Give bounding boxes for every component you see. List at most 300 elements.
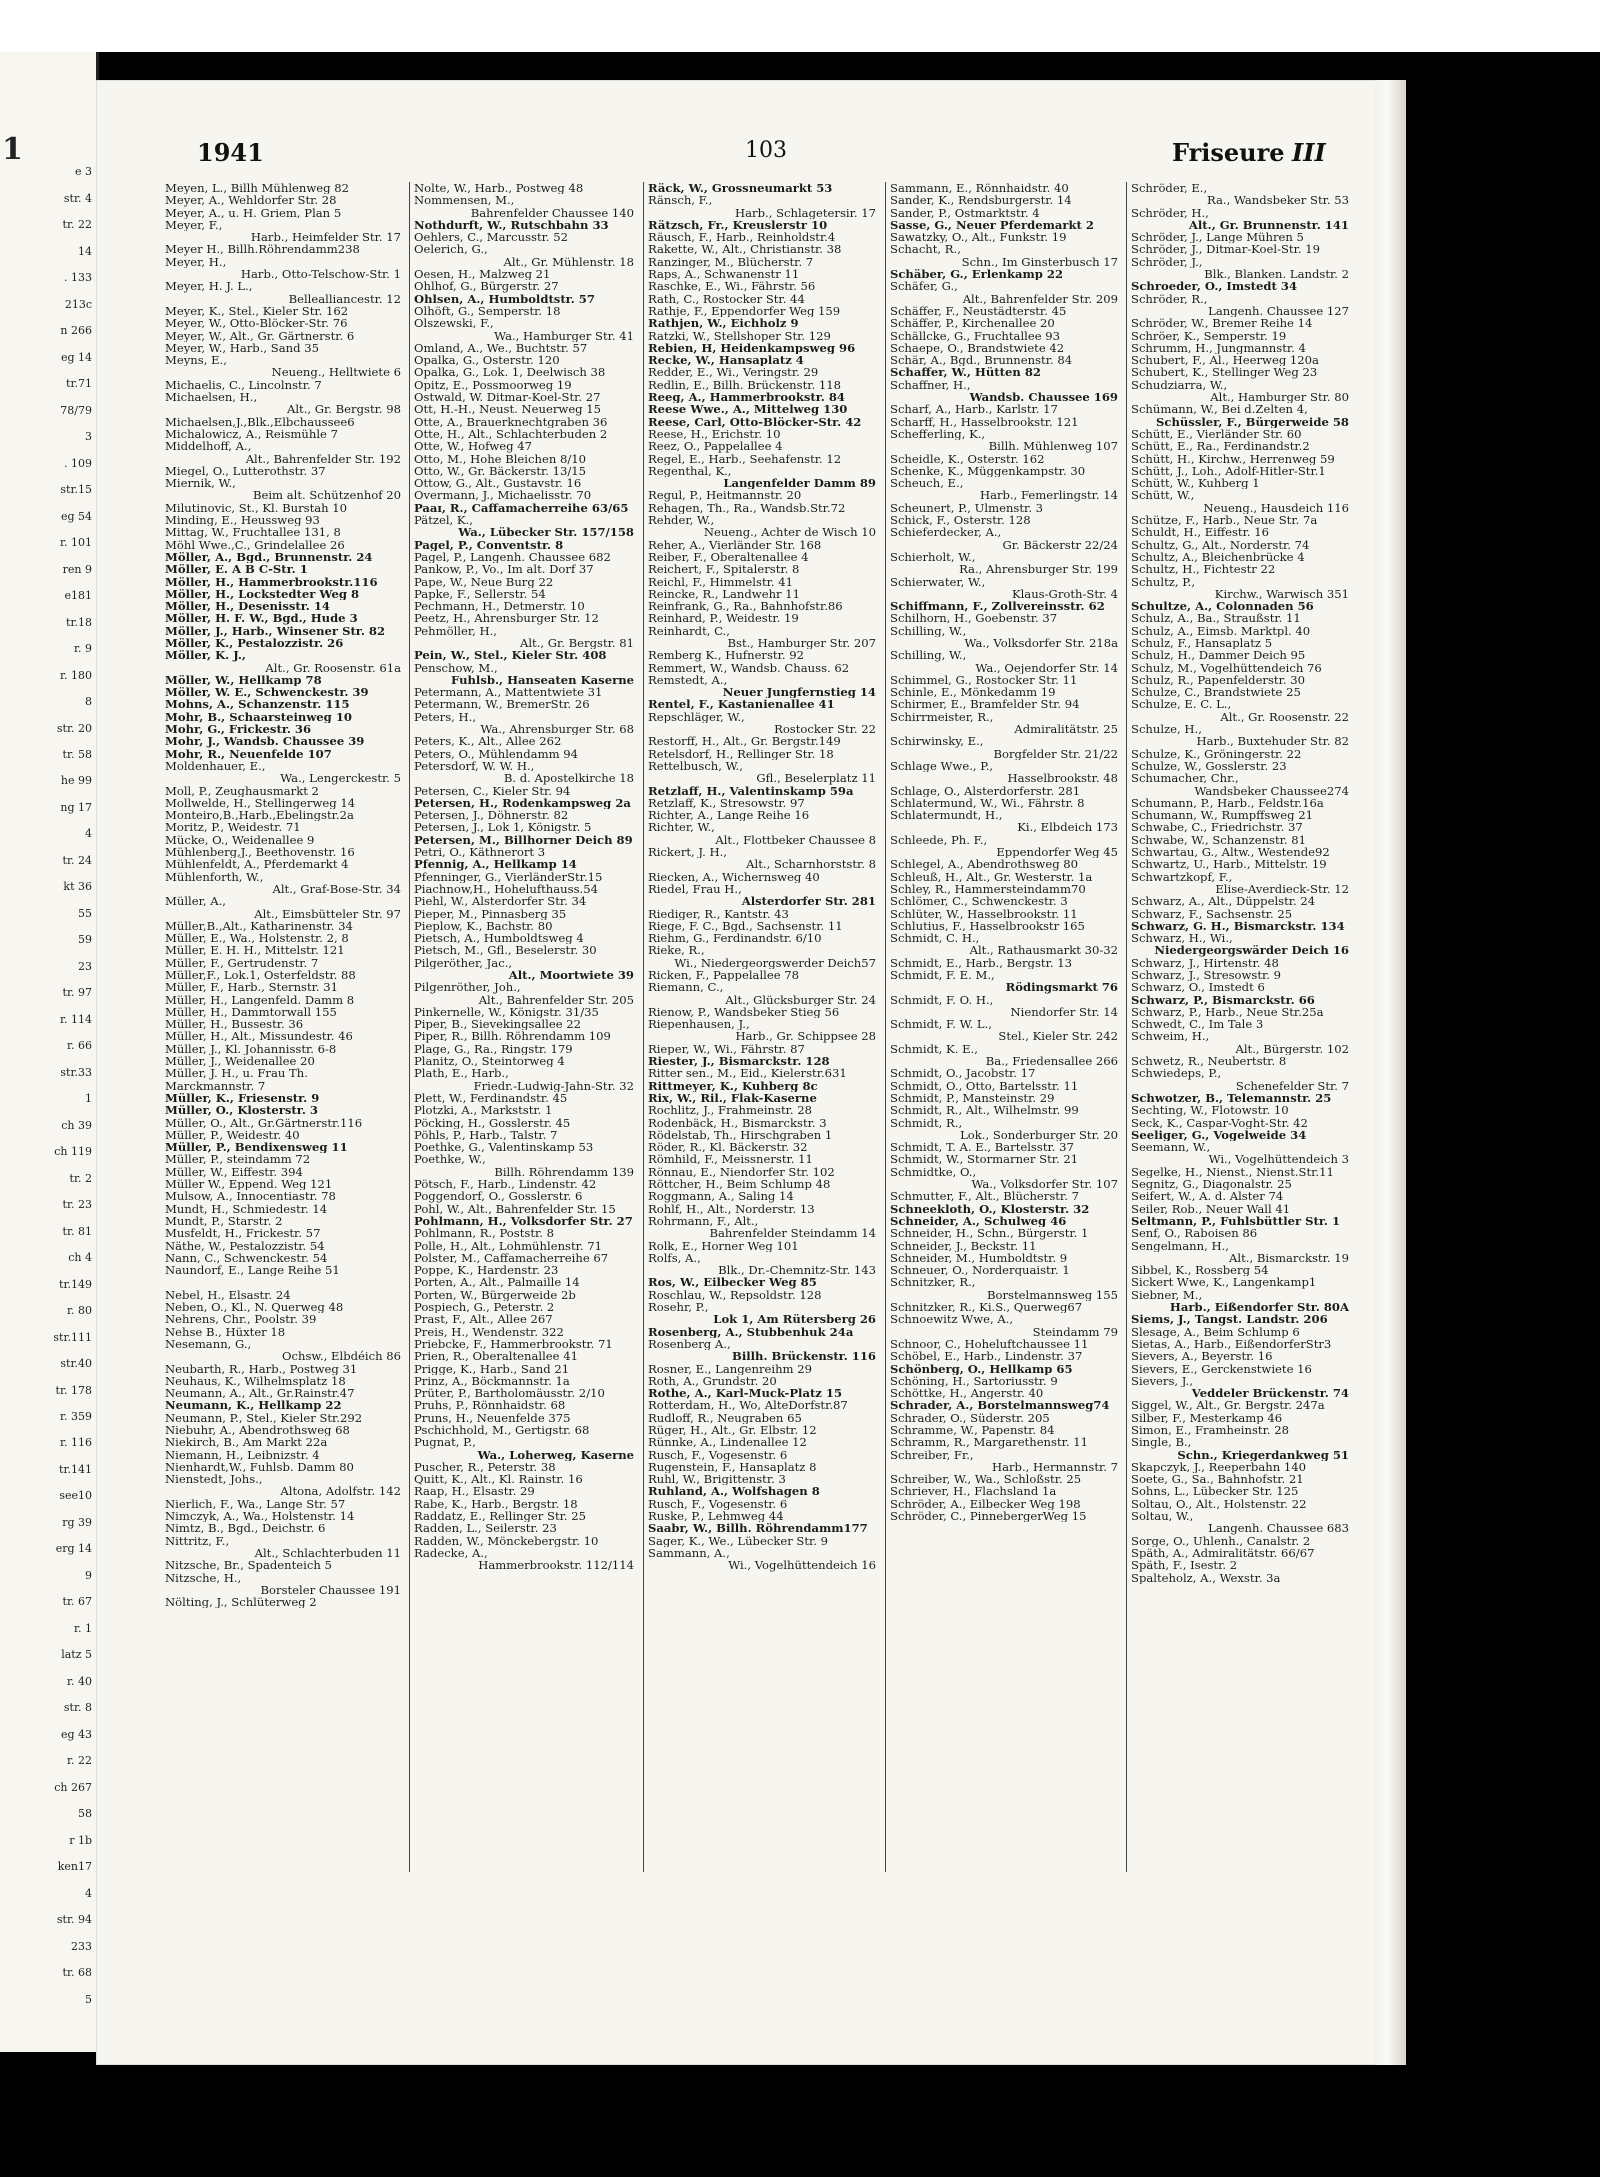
directory-entry: Michaelsen,J.,Blk.,Elbchaussee6 <box>165 415 355 428</box>
directory-entry: Blk., Dr.-Chemnitz-Str. 143 <box>718 1264 876 1277</box>
directory-entry: Michaelsen, H., <box>165 391 258 404</box>
directory-entry: Alt., Bismarckstr. 19 <box>1229 1251 1349 1265</box>
directory-entry: Neuhaus, K., Wilhelmsplatz 18 <box>165 1374 346 1388</box>
directory-column-2 <box>414 182 638 1872</box>
directory-entry: Rödingsmarkt 76 <box>1005 981 1118 994</box>
directory-entry: Nommensen, M., <box>414 194 515 207</box>
directory-entry: Petermann, W., BremerStr. 26 <box>414 698 590 711</box>
directory-entry: Otte, H., Alt., Schlachterbuden 2 <box>414 427 608 441</box>
directory-entry: Nann, C., Schwenckestr. 54 <box>165 1251 328 1265</box>
directory-entry: Rieper, W., Wi., Fährstr. 87 <box>648 1042 805 1056</box>
directory-entry: Rothe, A., Karl-Muck-Platz 15 <box>648 1387 843 1400</box>
directory-entry: Neumann, A., Alt., Gr.Rainstr.47 <box>165 1387 355 1400</box>
directory-entry: Müller, K., Friesenstr. 9 <box>165 1091 320 1105</box>
directory-entry: Rath, C., Rostocker Str. 44 <box>648 292 805 305</box>
directory-entry: Meyer, W., Alt., Gr. Gärtnerstr. 6 <box>165 329 355 342</box>
directory-entry: Pagel, P., Langenh. Chaussee 682 <box>414 550 611 564</box>
directory-entry: Spalteholz, A., Wexstr. 3a <box>1131 1571 1281 1584</box>
directory-entry: Möller, A., Bgd., Brunnenstr. 24 <box>165 550 373 564</box>
directory-entry: Rodenbäck, H., Bismarckstr. 3 <box>648 1116 827 1129</box>
directory-entry: Müller,F., Lok.1, Osterfeldstr. 88 <box>165 969 356 982</box>
directory-entry: Sietas, A., Harb., EißendorferStr3 <box>1131 1337 1332 1351</box>
directory-entry: Schleuß, H., Alt., Gr. Westerstr. 1a <box>890 870 1093 883</box>
directory-entry: Schirmer, E., Bramfelder Str. 94 <box>890 698 1080 711</box>
directory-entry: Schmutter, F., Alt., Blücherstr. 7 <box>890 1190 1079 1203</box>
directory-entry: Seltmann, P., Fuhlsbüttler Str. 1 <box>1131 1214 1341 1228</box>
directory-entry: Möller, E. A B C-Str. 1 <box>165 563 308 576</box>
directory-entry: Schneider, M., Humboldtstr. 9 <box>890 1251 1068 1265</box>
directory-entry: Rätzsch, Fr., Kreuslerstr 10 <box>648 218 828 232</box>
directory-entry: Sechting, W., Flotowstr. 10 <box>1131 1104 1289 1117</box>
directory-entry: Polle, H., Alt., Lohmühlenstr. 71 <box>414 1239 603 1252</box>
directory-entry: Möller, K., Pestalozzistr. 26 <box>165 636 344 650</box>
directory-entry: Regul, P., Heitmannstr. 20 <box>648 489 802 502</box>
directory-entry: Harb., Eißendorfer Str. 80A <box>1169 1301 1349 1314</box>
directory-entry: Retelsdorf, H., Rellinger Str. 18 <box>648 747 834 760</box>
directory-entry: Schmidt, W., Stormarner Str. 21 <box>890 1153 1079 1166</box>
facing-page-text: tr. 58 <box>62 748 92 761</box>
directory-entry: Müller, W., Eiffestr. 394 <box>165 1165 303 1179</box>
directory-entry: Schütt, E., Ra., Ferdinandstr.2 <box>1131 440 1310 453</box>
directory-entry: Nimtz, B., Bgd., Deichstr. 6 <box>165 1522 326 1535</box>
directory-entry: Otte, A., Brauerknechtgraben 36 <box>414 415 608 428</box>
directory-entry: Mücke, O., Weidenallee 9 <box>165 833 315 847</box>
directory-entry: Pieper, M., Pinnasberg 35 <box>414 907 567 920</box>
directory-entry: Alt., Gr. Bergstr. 81 <box>519 636 634 650</box>
directory-entry: Scharff, H., Hasselbrookstr. 121 <box>890 415 1079 428</box>
directory-entry: Lok., Sonderburger Str. 20 <box>960 1128 1118 1142</box>
directory-entry: Sievers, E., Gerckenstwiete 16 <box>1131 1362 1312 1375</box>
directory-entry: Schultz, H., Fichtestr 22 <box>1131 563 1276 576</box>
facing-page-text: tr. 2 <box>69 1171 92 1185</box>
directory-entry: Müller W., Eppend. Weg 121 <box>165 1178 333 1191</box>
directory-entry: Schulz, R., Papenfelderstr. 30 <box>1131 673 1305 687</box>
directory-entry: Späth, A., Admiralitätstr. 66/67 <box>1131 1546 1315 1560</box>
directory-entry: Monteiro,B.,Harb.,Ebelingstr.2a <box>165 809 354 822</box>
directory-entry: Schwedt, C., Im Tale 3 <box>1131 1018 1264 1031</box>
facing-page-fragment <box>0 52 99 2052</box>
directory-entry: Schnoewitz Wwe, A., <box>890 1313 1014 1326</box>
directory-entry: Schöning, H., Sartoriusstr. 9 <box>890 1374 1058 1388</box>
directory-entry: Schrader, O., Süderstr. 205 <box>890 1411 1050 1424</box>
directory-entry: Porten, W., Bürgerweide 2b <box>414 1288 576 1302</box>
directory-entry: Schultze, A., Colonnaden 56 <box>1131 600 1314 613</box>
facing-page-text: ken17 <box>57 1860 92 1874</box>
directory-entry: Remstedt, A., <box>648 673 728 687</box>
directory-entry: Bst., Hamburger Str. 207 <box>727 636 876 650</box>
directory-entry: Slesage, A., Beim Schlump 6 <box>1131 1325 1300 1338</box>
directory-entry: Schiffmann, F., Zollvereinsstr. 62 <box>890 600 1105 613</box>
facing-page-text: latz 5 <box>61 1648 92 1662</box>
directory-entry: Schaffer, W., Hütten 82 <box>890 366 1041 379</box>
facing-page-text: tr.149 <box>59 1277 92 1291</box>
directory-entry: Pöcking, H., Gosslerstr. 45 <box>414 1116 571 1129</box>
directory-entry: Ritter sen., M., Eid., Kielerstr.631 <box>648 1067 847 1080</box>
directory-entry: Sander, K., Rendsburgerstr. 14 <box>890 194 1072 207</box>
directory-entry: Scheunert, P., Ulmenstr. 3 <box>890 501 1044 515</box>
directory-entry: Schumann, P., Harb., Feldstr.16a <box>1131 796 1324 810</box>
directory-entry: Pospiech, G., Peterstr. 2 <box>414 1301 555 1314</box>
directory-entry: Meyer, A., u. H. Griem, Plan 5 <box>165 206 342 219</box>
directory-entry: Harb., Buxtehuder Str. 82 <box>1196 735 1349 748</box>
directory-entry: Oehlers, C., Marcusstr. 52 <box>414 231 569 244</box>
directory-entry: Otto, M., Hohe Bleichen 8/10 <box>414 452 587 465</box>
directory-entry: Rönnau, E., Niendorfer Str. 102 <box>648 1165 835 1179</box>
directory-entry: Pape, W., Neue Burg 22 <box>414 575 554 588</box>
directory-entry: Müller, P., Bendixensweg 11 <box>165 1141 348 1154</box>
directory-entry: Schäfer, G., <box>890 280 958 293</box>
facing-page-text: n 266 <box>60 324 92 338</box>
directory-entry: Sorge, O., Uhlenh., Canalstr. 2 <box>1131 1534 1311 1547</box>
directory-entry: Alt., Bahrenfelder Str. 205 <box>478 993 634 1006</box>
directory-entry: Alsterdorfer Str. 281 <box>741 895 876 908</box>
directory-entry: Schultz, A., Bleichenbrücke 4 <box>1131 550 1305 564</box>
directory-entry: Siggel, W., Alt., Gr. Bergstr. 247a <box>1131 1399 1325 1412</box>
directory-entry: Alt., Schlachterbuden 11 <box>254 1546 401 1560</box>
directory-entry: Nitzsche, Br., Spadenteich 5 <box>165 1559 332 1572</box>
directory-entry: Harb., Gr. Schippsee 28 <box>735 1030 876 1043</box>
facing-page-text: ren 9 <box>62 562 92 576</box>
directory-entry: Schmidt, F. O. H., <box>890 993 994 1006</box>
directory-entry: Schröder, J., <box>1131 255 1203 269</box>
directory-entry: Meyer, W., Otto-Blöcker-Str. 76 <box>165 317 348 330</box>
directory-entry: Reinhardt, C., <box>648 624 730 637</box>
directory-entry: Poethke, G., Valentinskamp 53 <box>414 1141 594 1154</box>
directory-entry: Müller, F., Gertrudenstr. 7 <box>165 956 319 969</box>
directory-entry: Rebien, H, Heidenkampsweg 96 <box>648 341 856 355</box>
directory-entry: Schultz, G., Alt., Norderstr. 74 <box>1131 538 1310 551</box>
directory-entry: Möller, H., Lockstedter Weg 8 <box>165 587 360 601</box>
directory-entry: Poppe, K., Hardenstr. 23 <box>414 1264 559 1277</box>
facing-page-text: . 109 <box>64 456 92 470</box>
directory-entry: Schn., Kriegerdankweg 51 <box>1177 1448 1349 1461</box>
directory-entry: Pfenninger, G., VierländerStr.15 <box>414 870 603 883</box>
directory-entry: Meyer, H. J. L., <box>165 280 253 293</box>
directory-entry: Soltau, O., Alt., Holstenstr. 22 <box>1131 1497 1307 1511</box>
directory-entry: Schrumm, H., Jungmannstr. 4 <box>1131 341 1306 355</box>
facing-page-text: str. 4 <box>63 191 92 205</box>
directory-entry: Pruhs, P., Rönnhaidstr. 68 <box>414 1399 566 1412</box>
directory-entry: Möller, W. E., Schwenckestr. 39 <box>165 686 369 699</box>
directory-entry: Petersdorf, W. W. H., <box>414 759 535 773</box>
directory-entry: Möller, W., Hellkamp 78 <box>165 673 322 687</box>
directory-entry: Wandsb. Chaussee 169 <box>969 391 1118 404</box>
directory-entry: Piehl, W., Alsterdorfer Str. 34 <box>414 895 587 908</box>
directory-entry: Fuhlsb., Hanseaten Kaserne <box>451 673 634 687</box>
directory-entry: Schröder, H., <box>1131 206 1209 219</box>
facing-page-text: str.15 <box>60 483 92 497</box>
directory-entry: Schieferdecker, A., <box>890 526 1002 539</box>
directory-entry: Priebcke, F., Hammerbrookstr. 71 <box>414 1337 613 1351</box>
directory-entry: Schulz, F., Hansaplatz 5 <box>1131 636 1273 650</box>
directory-entry: Polster, M., Caffamacherreihe 67 <box>414 1251 609 1265</box>
directory-entry: Schmidtke, O., <box>890 1165 977 1179</box>
directory-entry: Pöhls, P., Harb., Talstr. 7 <box>414 1128 558 1142</box>
directory-entry: Schröder, A., Eilbecker Weg 198 <box>890 1497 1081 1511</box>
directory-entry: Plath, E., Harb., <box>414 1067 509 1080</box>
directory-entry: Neueng., Achter de Wisch 10 <box>703 526 876 539</box>
directory-entry: Schumann, W., Rumpffsweg 21 <box>1131 809 1313 822</box>
directory-entry: Schroeder, O., Imstedt 34 <box>1131 280 1298 293</box>
directory-entry: Rosehr, P., <box>648 1301 709 1314</box>
directory-entry: Radden, L., Seilerstr. 23 <box>414 1522 557 1535</box>
directory-entry: Rolfs, A., <box>648 1251 701 1265</box>
directory-entry: Meyer, F., <box>165 218 223 232</box>
directory-entry: Rusch, F., Vogesenstr. 6 <box>648 1448 788 1461</box>
facing-page-text: 58 <box>78 1807 92 1821</box>
directory-entry: Rix, W., Ril., Flak-Kaserne <box>648 1091 817 1105</box>
facing-page-text: e181 <box>64 589 92 603</box>
directory-entry: Rödelstab, Th., Hirschgraben 1 <box>648 1128 833 1142</box>
directory-entry: Schnitzker, R., <box>890 1276 976 1289</box>
directory-entry: Schulze, W., Gosslerstr. 23 <box>1131 759 1287 773</box>
directory-entry: Alt., Moortwiete 39 <box>508 969 634 982</box>
facing-page-text: str.33 <box>60 1065 92 1079</box>
facing-page-text: 1 <box>85 1092 92 1106</box>
directory-entry: Billh. Brückenstr. 116 <box>732 1350 876 1363</box>
directory-entry: Moritz, P., Weidestr. 71 <box>165 821 301 834</box>
facing-page-text: tr.141 <box>59 1462 92 1476</box>
directory-entry: Wa., Ahrensburger Str. 68 <box>480 723 634 736</box>
directory-entry: Möller, H., Hammerbrookstr.116 <box>165 575 378 588</box>
directory-entry: Sibbel, K., Rossberg 54 <box>1131 1264 1269 1277</box>
directory-entry: Soltau, W., <box>1131 1510 1194 1523</box>
directory-entry: Schulz, M., Vogelhüttendeich 76 <box>1131 661 1322 674</box>
directory-entry: Nimczyk, A., Wa., Holstenstr. 14 <box>165 1510 355 1523</box>
directory-entry: Rostocker Str. 22 <box>774 723 876 736</box>
directory-entry: Wandsbeker Chaussee274 <box>1194 784 1349 797</box>
directory-entry: Scheidle, K., Osterstr. 162 <box>890 452 1045 465</box>
directory-entry: Seeliger, G., Vogelweide 34 <box>1131 1128 1307 1142</box>
facing-page-text: tr. 178 <box>55 1383 92 1397</box>
directory-entry: Schwarz, F., Sachsenstr. 25 <box>1131 907 1293 920</box>
directory-entry: Schneekloth, O., Klosterstr. 32 <box>890 1202 1090 1215</box>
directory-entry: Recke, W., Hansaplatz 4 <box>648 354 804 367</box>
directory-entry: Moll, P., Zeughausmarkt 2 <box>165 784 319 797</box>
directory-entry: Planitz, O., Steintorweg 4 <box>414 1055 565 1068</box>
directory-entry: Nehrens, Chr., Poolstr. 39 <box>165 1313 317 1326</box>
directory-entry: Pfennig, A., Hellkamp 14 <box>414 858 577 871</box>
directory-entry: Ruske, P., Lehmweg 44 <box>648 1510 784 1523</box>
directory-entry: Nitzsche, H., <box>165 1571 242 1584</box>
directory-entry: Schnitzker, R., Ki.S., Querweg67 <box>890 1301 1083 1314</box>
directory-entry: Regel, E., Harb., Seehafenstr. 12 <box>648 452 842 465</box>
directory-entry: Steindamm 79 <box>1032 1325 1118 1338</box>
directory-entry: Schlage Wwe., P., <box>890 759 994 773</box>
directory-entry: Schulze, H., <box>1131 723 1202 736</box>
directory-entry: Neueng., Helltwiete 6 <box>271 366 401 379</box>
directory-entry: Schlage, O., Alsterdorferstr. 281 <box>890 784 1081 797</box>
directory-entry: Harb., Heimfelder Str. 17 <box>250 231 401 244</box>
directory-entry: B. d. Apostelkirche 18 <box>503 772 634 785</box>
directory-entry: Nolte, W., Harb., Postweg 48 <box>414 182 584 195</box>
directory-entry: Schenke, K., Müggenkampstr. 30 <box>890 464 1086 478</box>
directory-entry: Pilgenröther, Joh., <box>414 981 521 994</box>
directory-entry: Schmidt, R., <box>890 1116 963 1129</box>
directory-entry: Alt., Gr. Brunnenstr. 141 <box>1188 218 1349 232</box>
directory-entry: Opitz, E., Possmoorweg 19 <box>414 378 572 392</box>
directory-entry: Schüssler, F., Bürgerweide 58 <box>1156 415 1349 428</box>
directory-entry: Riediger, R., Kantstr. 43 <box>648 907 789 920</box>
directory-entry: Reher, A., Vierländer Str. 168 <box>648 538 822 551</box>
directory-entry: Moldenhauer, E., <box>165 759 266 773</box>
directory-entry: Schmidt, C. H., <box>890 932 980 945</box>
section-title: Friseure <box>1172 138 1285 167</box>
directory-column-3 <box>648 182 880 1872</box>
facing-page-text: r. 40 <box>66 1674 92 1688</box>
directory-entry: Reese, H., Erichstr. 10 <box>648 427 781 441</box>
directory-entry: Scharf, A., Harb., Karlstr. 17 <box>890 403 1058 416</box>
directory-entry: Raap, H., Elsastr. 29 <box>414 1485 535 1498</box>
directory-entry: Michalowicz, A., Reismühle 7 <box>165 427 338 441</box>
directory-entry: Schäffer, F., Neustädterstr. 45 <box>890 304 1067 318</box>
directory-entry: Seemann, W., <box>1131 1141 1211 1154</box>
directory-entry: Simon, E., Framheinstr. 28 <box>1131 1423 1289 1437</box>
directory-entry: Rosenberg A., <box>648 1337 731 1351</box>
directory-entry: Raschke, E., Wi., Fährstr. 56 <box>648 280 816 293</box>
facing-page-text: 55 <box>78 906 92 920</box>
directory-entry: Reichert, F., Spitalerstr. 8 <box>648 563 800 576</box>
directory-entry: Riecken, A., Wichernsweg 40 <box>648 870 820 883</box>
directory-entry: Mühlenforth, W., <box>165 870 264 883</box>
directory-entry: Redlin, E., Billh. Brückenstr. 118 <box>648 378 842 392</box>
directory-entry: Niekirch, B., Am Markt 22a <box>165 1436 328 1449</box>
directory-entry: Radden, W., Mönckebergstr. 10 <box>414 1534 599 1547</box>
directory-entry: Neubarth, R., Harb., Postweg 31 <box>165 1362 358 1375</box>
directory-entry: Mohr, R., Neuenfelde 107 <box>165 747 332 760</box>
directory-entry: Alt., Graf-Bose-Str. 34 <box>272 882 401 896</box>
facing-page-text: tr. 68 <box>62 1966 92 1980</box>
directory-entry: Müller, H., Langenfeld. Damm 8 <box>165 993 355 1006</box>
directory-entry: Otte, W., Hofweg 47 <box>414 440 533 453</box>
directory-entry: Harb., Hermannstr. 7 <box>991 1460 1118 1474</box>
directory-entry: Späth, F., Isestr. 2 <box>1131 1559 1238 1572</box>
directory-entry: Reeg, A., Hammerbrookstr. 84 <box>648 391 846 404</box>
directory-entry: Ra., Ahrensburger Str. 199 <box>959 563 1118 576</box>
directory-entry: Schwartau, G., Altw., Westende92 <box>1131 846 1330 859</box>
directory-entry: Reinhard, P., Weidestr. 19 <box>648 612 799 625</box>
directory-entry: Michaelis, C., Lincolnstr. 7 <box>165 378 322 392</box>
directory-entry: Müller, F., Harb., Sternstr. 31 <box>165 981 339 994</box>
directory-entry: Schwarz, A., Alt., Düppelstr. 24 <box>1131 895 1316 908</box>
directory-entry: Müller, E. H. H., Mittelstr. 121 <box>165 944 345 957</box>
directory-entry <box>165 1276 405 1288</box>
facing-page-text: r. 180 <box>59 668 92 682</box>
directory-entry: Rotterdam, H., Wo, AlteDorfstr.87 <box>648 1399 848 1412</box>
facing-page-text: r 1b <box>69 1833 92 1847</box>
directory-entry: Petermann, A., Mattentwiete 31 <box>414 686 603 699</box>
directory-entry: Peters, H., <box>414 710 477 724</box>
directory-entry: Schn., Im Ginsterbusch 17 <box>961 255 1118 269</box>
directory-entry: Schwabe, C., Friedrichstr. 37 <box>1131 821 1303 834</box>
directory-entry: Roth, A., Grundstr. 20 <box>648 1374 777 1388</box>
facing-page-text: str. 20 <box>56 721 92 735</box>
directory-entry: Müller, O., Klosterstr. 3 <box>165 1104 318 1117</box>
directory-entry: Ohlhof, G., Bürgerstr. 27 <box>414 280 559 293</box>
directory-entry: Petersen, J., Lok 1, Königstr. 5 <box>414 821 592 834</box>
directory-entry: Senf, O., Raboisen 86 <box>1131 1227 1258 1240</box>
directory-entry: Rittmeyer, K., Kuhberg 8c <box>648 1079 818 1092</box>
directory-entry: Prüter, P., Bartholomäusstr. 2/10 <box>414 1387 605 1400</box>
directory-entry: Meyer, A., Wehldorfer Str. 28 <box>165 194 337 207</box>
directory-entry: Bellealliancestr. 12 <box>288 292 401 305</box>
directory-entry: Kirchw., Warwisch 351 <box>1214 587 1349 601</box>
directory-entry: Schneider, J., Beckstr. 11 <box>890 1239 1037 1252</box>
directory-entry: Rosenberg, A., Stubbenhuk 24a <box>648 1325 854 1338</box>
directory-entry: Schwarz, H., Wi., <box>1131 932 1233 945</box>
directory-entry: Nierlich, F., Wa., Lange Str. 57 <box>165 1497 346 1511</box>
directory-entry: Schmidt, E., Harb., Bergstr. 13 <box>890 956 1072 969</box>
directory-entry: Roggmann, A., Saling 14 <box>648 1190 794 1203</box>
directory-entry: Langenh. Chaussee 127 <box>1208 304 1349 318</box>
directory-entry: Rathjen, W., Eichholz 9 <box>648 317 799 330</box>
facing-page-text: he 99 <box>60 774 92 788</box>
directory-entry: Schütt, J., Loh., Adolf-Hitler-Str.1 <box>1131 464 1326 478</box>
directory-entry: Plage, G., Ra., Ringstr. 179 <box>414 1042 573 1056</box>
directory-entry: Schröder, C., PinnebergerWeg 15 <box>890 1510 1087 1523</box>
directory-entry: Rickert, J. H., <box>648 846 727 859</box>
directory-entry: Mohr, G., Frickestr. 36 <box>165 723 312 736</box>
directory-entry: Musfeldt, H., Frickestr. 57 <box>165 1227 321 1240</box>
directory-entry: Rehder, W., <box>648 514 715 527</box>
directory-entry: Römhild, F., Meissnerstr. 11 <box>648 1153 813 1166</box>
directory-entry: Rohrmann, F., Alt., <box>648 1214 759 1228</box>
directory-entry: Reese, Carl, Otto-Blöcker-Str. 42 <box>648 415 862 428</box>
directory-entry: Ra., Wandsbeker Str. 53 <box>1206 194 1349 207</box>
facing-page-text: 14 <box>78 244 92 258</box>
directory-entry: Schmidt, K. E., <box>890 1042 978 1056</box>
directory-entry: Möhl Wwe.,C., Grindelallee 26 <box>165 538 345 551</box>
directory-entry: Ottow, G., Alt., Gustavstr. 16 <box>414 477 582 490</box>
facing-page-text: eg 14 <box>60 350 92 364</box>
directory-entry: Sander, P., Ostmarktstr. 4 <box>890 206 1040 219</box>
directory-entry: Alt., Bahrenfelder Str. 192 <box>245 452 401 465</box>
directory-entry: Oelerich, G., <box>414 243 488 256</box>
directory-entry: Nebel, H., Elsastr. 24 <box>165 1288 291 1302</box>
directory-entry: Ricken, F., Pappelallee 78 <box>648 969 800 982</box>
directory-entry: Admiralitätstr. 25 <box>1014 723 1118 736</box>
directory-entry: Sager, K., We., Lübecker Str. 9 <box>648 1534 829 1547</box>
directory-entry: Plett, W., Ferdinandstr. 45 <box>414 1091 568 1105</box>
directory-entry: Schirrmeister, R., <box>890 710 994 724</box>
facing-page-text: ch 119 <box>54 1145 92 1159</box>
directory-entry: Retzlaff, H., Valentinskamp 59a <box>648 784 854 797</box>
directory-entry: Segelke, H., Nienst., Nienst.Str.11 <box>1131 1165 1334 1179</box>
directory-entry: Overmann, J., Michaelisstr. 70 <box>414 489 592 502</box>
directory-entry: Ostwald, W. Ditmar-Koel-Str. 27 <box>414 391 601 404</box>
directory-entry: Siebner, M., <box>1131 1288 1203 1302</box>
directory-entry: Skapczyk, J., Reeperbahn 140 <box>1131 1460 1307 1474</box>
directory-entry: Rentel, F., Kastanienallee 41 <box>648 698 835 711</box>
directory-entry: Segnitz, G., Diagonalstr. 25 <box>1131 1178 1292 1191</box>
directory-entry: Schaepe, O., Brandstwiete 42 <box>890 341 1065 355</box>
directory-entry: Riemann, C., <box>648 981 724 994</box>
directory-entry: Schriever, H., Flachsland 1a <box>890 1485 1057 1498</box>
directory-entry: Schwartz, U., Harb., Mittelstr. 19 <box>1131 858 1327 871</box>
facing-page-text: . 133 <box>64 271 92 285</box>
directory-entry: Reinfrank, G., Ra., Bahnhofstr.86 <box>648 600 843 613</box>
directory-entry: Schultz, P., <box>1131 575 1196 588</box>
directory-entry: Miernik, W., <box>165 477 236 490</box>
directory-entry: Ott, H.-H., Neust. Neuerweg 15 <box>414 403 602 416</box>
page-fold-edge <box>1375 80 1405 2065</box>
directory-entry: Schreiber, W., Wa., Schloßstr. 25 <box>890 1473 1082 1486</box>
directory-entry: Nölting, J., Schlüterweg 2 <box>165 1596 317 1609</box>
directory-entry: Riehm, G., Ferdinandstr. 6/10 <box>648 932 822 945</box>
directory-entry: Petersen, H., Rodenkampsweg 2a <box>414 796 631 810</box>
section-volume: III <box>1292 138 1326 167</box>
directory-entry: Papke, F., Sellerstr. 54 <box>414 587 546 601</box>
